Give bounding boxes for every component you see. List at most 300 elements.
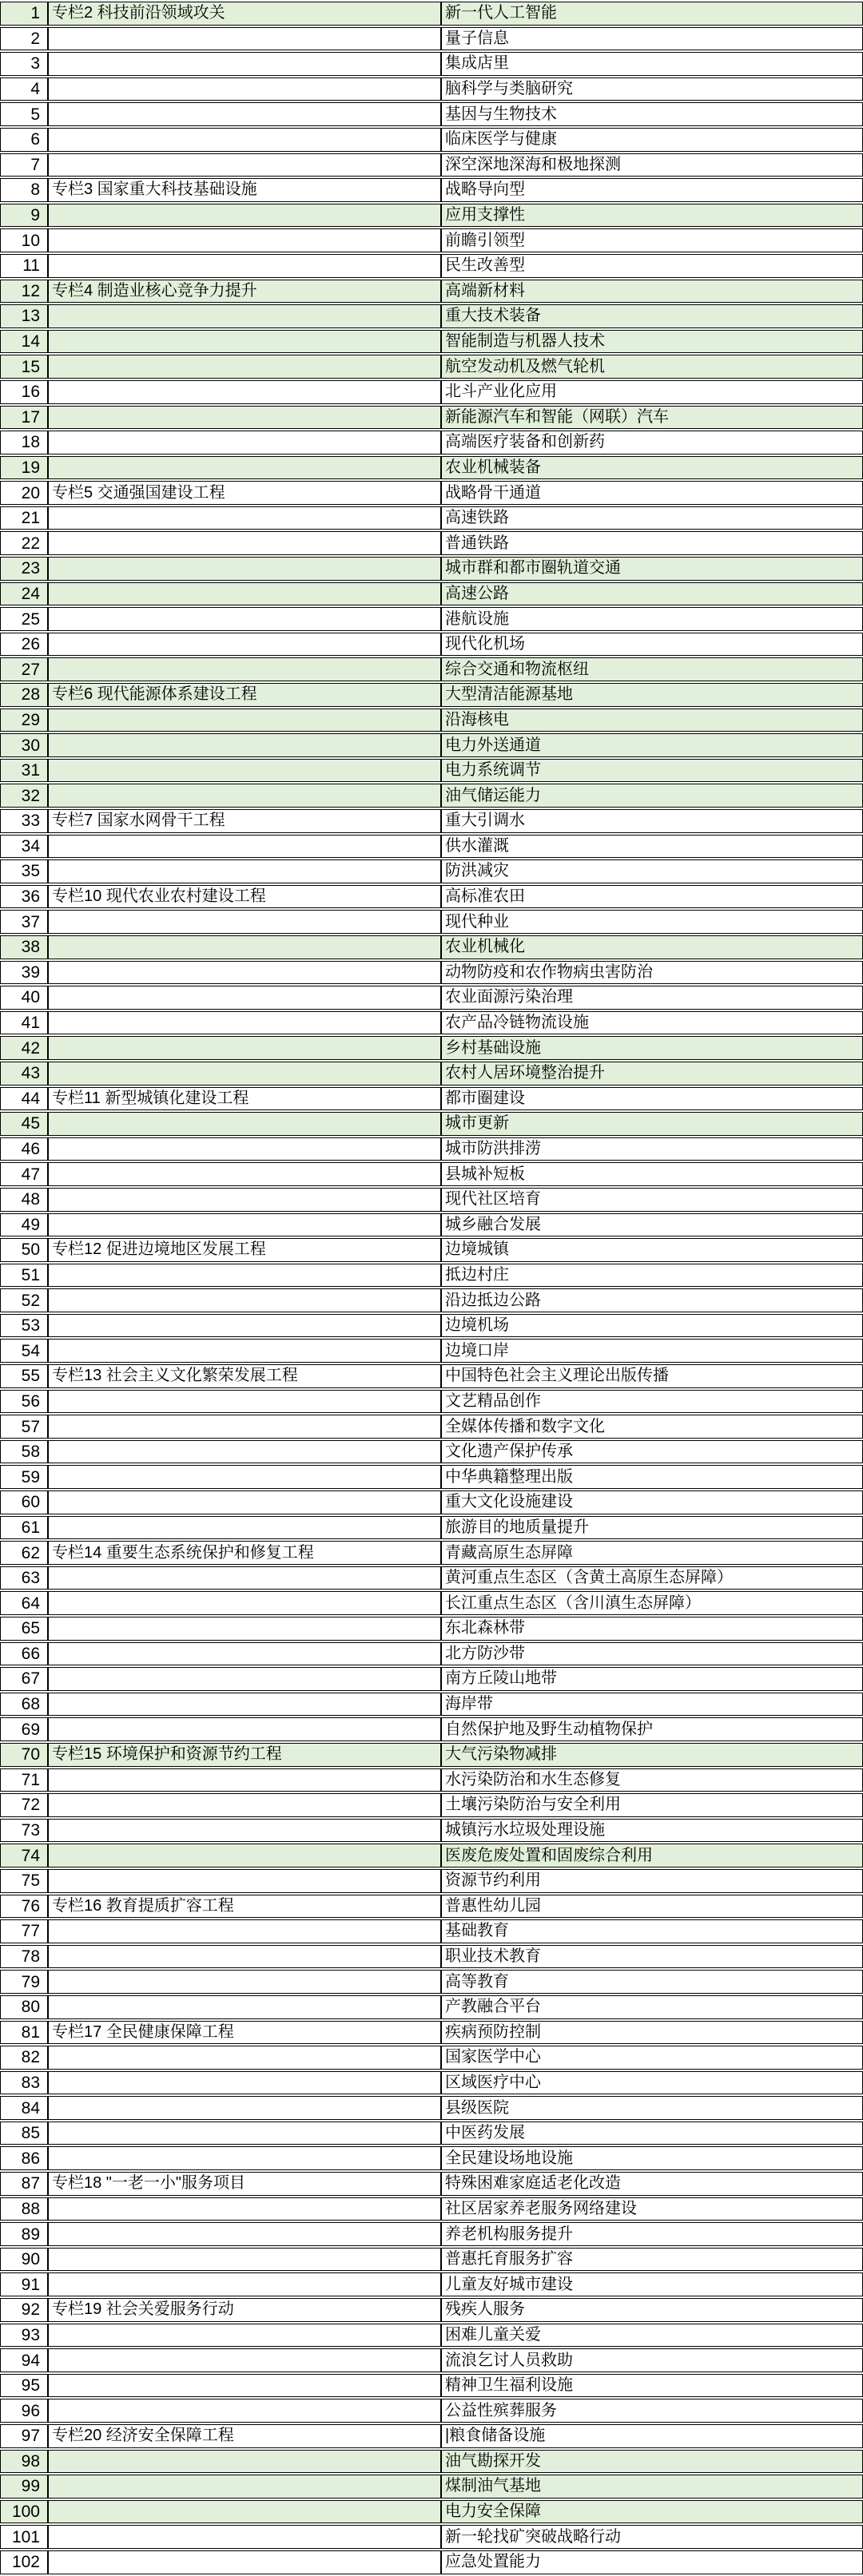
category-cell[interactable] [48, 1819, 441, 1843]
category-cell[interactable] [48, 1768, 441, 1792]
category-cell[interactable] [48, 1213, 441, 1237]
item-cell[interactable]: 城市更新 [441, 1112, 863, 1136]
row-number-cell[interactable]: 77 [0, 1919, 48, 1943]
item-cell[interactable]: 东北森林带 [441, 1617, 863, 1641]
item-cell[interactable]: 高标准农田 [441, 885, 863, 909]
row-number-cell[interactable]: 1 [0, 2, 48, 26]
item-cell[interactable]: 旅游目的地质量提升 [441, 1516, 863, 1540]
category-cell[interactable] [48, 1390, 441, 1414]
item-cell[interactable]: 电力外送通道 [441, 733, 863, 757]
item-cell[interactable]: 农业机械装备 [441, 456, 863, 480]
item-cell[interactable]: 流浪乞讨人员救助 [441, 2348, 863, 2372]
row-number-cell[interactable]: 3 [0, 52, 48, 76]
item-cell[interactable]: 边境机场 [441, 1314, 863, 1338]
row-number-cell[interactable]: 70 [0, 1743, 48, 1767]
item-cell[interactable]: 城镇污水垃圾处理设施 [441, 1819, 863, 1843]
row-number-cell[interactable]: 48 [0, 1188, 48, 1212]
item-cell[interactable]: 医废危废处置和固废综合利用 [441, 1844, 863, 1868]
item-cell[interactable]: 应急处置能力 [441, 2550, 863, 2574]
row-number-cell[interactable]: 50 [0, 1238, 48, 1262]
item-cell[interactable]: 资源节约利用 [441, 1869, 863, 1893]
category-cell[interactable]: 专栏6 现代能源体系建设工程 [48, 683, 441, 707]
category-cell[interactable] [48, 2071, 441, 2095]
category-cell[interactable] [48, 2399, 441, 2423]
row-number-cell[interactable]: 8 [0, 178, 48, 202]
category-cell[interactable] [48, 102, 441, 126]
row-number-cell[interactable]: 54 [0, 1339, 48, 1363]
item-cell[interactable]: 深空深地深海和极地探测 [441, 153, 863, 177]
category-cell[interactable] [48, 2122, 441, 2145]
row-number-cell[interactable]: 15 [0, 355, 48, 379]
category-cell[interactable] [48, 355, 441, 379]
row-number-cell[interactable]: 75 [0, 1869, 48, 1893]
row-number-cell[interactable]: 46 [0, 1137, 48, 1161]
category-cell[interactable]: 专栏17 全民健康保障工程 [48, 2021, 441, 2045]
row-number-cell[interactable]: 69 [0, 1717, 48, 1741]
item-cell[interactable]: 南方丘陵山地带 [441, 1667, 863, 1691]
row-number-cell[interactable]: 7 [0, 153, 48, 177]
row-number-cell[interactable]: 44 [0, 1087, 48, 1111]
item-cell[interactable]: 基础教育 [441, 1919, 863, 1943]
row-number-cell[interactable]: 99 [0, 2475, 48, 2499]
row-number-cell[interactable]: 86 [0, 2146, 48, 2170]
row-number-cell[interactable]: 28 [0, 683, 48, 707]
item-cell[interactable]: 重大引调水 [441, 809, 863, 833]
category-cell[interactable] [48, 1693, 441, 1717]
category-cell[interactable]: 专栏11 新型城镇化建设工程 [48, 1087, 441, 1111]
row-number-cell[interactable]: 76 [0, 1895, 48, 1919]
row-number-cell[interactable]: 88 [0, 2197, 48, 2221]
item-cell[interactable]: 现代社区培育 [441, 1188, 863, 1212]
category-cell[interactable] [48, 380, 441, 404]
category-cell[interactable] [48, 1667, 441, 1691]
row-number-cell[interactable]: 5 [0, 102, 48, 126]
category-cell[interactable]: 专栏18 "一老一小"服务项目 [48, 2172, 441, 2196]
item-cell[interactable]: 北方防沙带 [441, 1642, 863, 1666]
item-cell[interactable]: 青藏高原生态屏障 [441, 1541, 863, 1565]
category-cell[interactable] [48, 784, 441, 808]
item-cell[interactable]: 全民建设场地设施 [441, 2146, 863, 2170]
category-cell[interactable] [48, 1339, 441, 1363]
item-cell[interactable]: 抵边村庄 [441, 1264, 863, 1288]
category-cell[interactable] [48, 1945, 441, 1969]
row-number-cell[interactable]: 100 [0, 2500, 48, 2524]
item-cell[interactable]: 城乡融合发展 [441, 1213, 863, 1237]
category-cell[interactable] [48, 1919, 441, 1943]
item-cell[interactable]: 港航设施 [441, 607, 863, 631]
item-cell[interactable]: 动物防疫和农作物病虫害防治 [441, 961, 863, 985]
category-cell[interactable] [48, 708, 441, 732]
row-number-cell[interactable]: 78 [0, 1945, 48, 1969]
item-cell[interactable]: 大气污染物减排 [441, 1743, 863, 1767]
row-number-cell[interactable]: 96 [0, 2399, 48, 2423]
item-cell[interactable]: 前瞻引领型 [441, 228, 863, 252]
item-cell[interactable]: 都市圈建设 [441, 1087, 863, 1111]
row-number-cell[interactable]: 18 [0, 431, 48, 454]
row-number-cell[interactable]: 9 [0, 204, 48, 228]
category-cell[interactable]: 专栏15 环境保护和资源节约工程 [48, 1743, 441, 1767]
row-number-cell[interactable]: 73 [0, 1819, 48, 1843]
item-cell[interactable]: 自然保护地及野生动植物保护 [441, 1717, 863, 1741]
item-cell[interactable]: 量子信息 [441, 27, 863, 51]
row-number-cell[interactable]: 25 [0, 607, 48, 631]
category-cell[interactable] [48, 1011, 441, 1035]
item-cell[interactable]: 边境口岸 [441, 1339, 863, 1363]
row-number-cell[interactable]: 55 [0, 1364, 48, 1388]
item-cell[interactable]: 高端医疗装备和创新药 [441, 431, 863, 454]
row-number-cell[interactable]: 47 [0, 1162, 48, 1186]
item-cell[interactable]: 文艺精品创作 [441, 1390, 863, 1414]
category-cell[interactable] [48, 859, 441, 883]
category-cell[interactable] [48, 27, 441, 51]
category-cell[interactable] [48, 1440, 441, 1464]
category-cell[interactable] [48, 531, 441, 555]
item-cell[interactable]: 综合交通和物流枢纽 [441, 657, 863, 681]
row-number-cell[interactable]: 35 [0, 859, 48, 883]
row-number-cell[interactable]: 51 [0, 1264, 48, 1288]
category-cell[interactable] [48, 1264, 441, 1288]
category-cell[interactable]: 专栏16 教育提质扩容工程 [48, 1895, 441, 1919]
item-cell[interactable]: 集成店里 [441, 52, 863, 76]
row-number-cell[interactable]: 38 [0, 935, 48, 959]
row-number-cell[interactable]: 65 [0, 1617, 48, 1641]
item-cell[interactable]: 电力系统调节 [441, 759, 863, 783]
item-cell[interactable]: 油气储运能力 [441, 784, 863, 808]
category-cell[interactable]: 专栏3 国家重大科技基础设施 [48, 178, 441, 202]
item-cell[interactable]: 农村人居环境整治提升 [441, 1062, 863, 1086]
item-cell[interactable]: 残疾人服务 [441, 2298, 863, 2322]
row-number-cell[interactable]: 13 [0, 304, 48, 328]
row-number-cell[interactable]: 98 [0, 2450, 48, 2474]
category-cell[interactable] [48, 1516, 441, 1540]
category-cell[interactable] [48, 1617, 441, 1641]
category-cell[interactable]: 专栏2 科技前沿领域攻关 [48, 2, 441, 26]
category-cell[interactable] [48, 1112, 441, 1136]
row-number-cell[interactable]: 68 [0, 1693, 48, 1717]
category-cell[interactable]: 专栏19 社会关爱服务行动 [48, 2298, 441, 2322]
category-cell[interactable] [48, 1188, 441, 1212]
row-number-cell[interactable]: 29 [0, 708, 48, 732]
row-number-cell[interactable]: 85 [0, 2122, 48, 2145]
row-number-cell[interactable]: 40 [0, 986, 48, 1010]
category-cell[interactable] [48, 557, 441, 581]
item-cell[interactable]: 重大文化设施建设 [441, 1490, 863, 1514]
item-cell[interactable]: 乡村基础设施 [441, 1036, 863, 1060]
row-number-cell[interactable]: 97 [0, 2424, 48, 2448]
item-cell[interactable]: 城市防洪排涝 [441, 1137, 863, 1161]
item-cell[interactable]: 脑科学与类脑研究 [441, 77, 863, 101]
item-cell[interactable]: 防洪减灾 [441, 859, 863, 883]
item-cell[interactable]: 大型清洁能源基地 [441, 683, 863, 707]
item-cell[interactable]: 智能制造与机器人技术 [441, 330, 863, 354]
category-cell[interactable] [48, 1162, 441, 1186]
row-number-cell[interactable]: 83 [0, 2071, 48, 2095]
item-cell[interactable]: 普通铁路 [441, 531, 863, 555]
row-number-cell[interactable]: 41 [0, 1011, 48, 1035]
item-cell[interactable]: 中国特色社会主义理论出版传播 [441, 1364, 863, 1388]
category-cell[interactable] [48, 128, 441, 152]
category-cell[interactable] [48, 1288, 441, 1312]
item-cell[interactable]: 重大技术装备 [441, 304, 863, 328]
row-number-cell[interactable]: 95 [0, 2374, 48, 2398]
item-cell[interactable]: 航空发动机及燃气轮机 [441, 355, 863, 379]
item-cell[interactable]: 民生改善型 [441, 254, 863, 278]
item-cell[interactable]: 县级医院 [441, 2096, 863, 2120]
category-cell[interactable] [48, 1490, 441, 1514]
row-number-cell[interactable]: 84 [0, 2096, 48, 2120]
row-number-cell[interactable]: 2 [0, 27, 48, 51]
row-number-cell[interactable]: 6 [0, 128, 48, 152]
item-cell[interactable]: 高端新材料 [441, 280, 863, 304]
category-cell[interactable] [48, 2096, 441, 2120]
row-number-cell[interactable]: 81 [0, 2021, 48, 2045]
item-cell[interactable]: 油气勘探开发 [441, 2450, 863, 2474]
row-number-cell[interactable]: 67 [0, 1667, 48, 1691]
category-cell[interactable] [48, 1642, 441, 1666]
row-number-cell[interactable]: 56 [0, 1390, 48, 1414]
row-number-cell[interactable]: 82 [0, 2046, 48, 2070]
row-number-cell[interactable]: 33 [0, 809, 48, 833]
category-cell[interactable] [48, 228, 441, 252]
category-cell[interactable] [48, 1793, 441, 1817]
row-number-cell[interactable]: 53 [0, 1314, 48, 1338]
category-cell[interactable] [48, 52, 441, 76]
category-cell[interactable]: 专栏13 社会主义文化繁荣发展工程 [48, 1364, 441, 1388]
category-cell[interactable] [48, 2248, 441, 2272]
item-cell[interactable]: 文化遗产保护传承 [441, 1440, 863, 1464]
row-number-cell[interactable]: 89 [0, 2222, 48, 2246]
item-cell[interactable]: 北斗产业化应用 [441, 380, 863, 404]
item-cell[interactable]: 煤制油气基地 [441, 2475, 863, 2499]
category-cell[interactable]: 专栏5 交通强国建设工程 [48, 481, 441, 505]
item-cell[interactable]: 应用支撑性 [441, 204, 863, 228]
category-cell[interactable] [48, 2222, 441, 2246]
category-cell[interactable] [48, 2525, 441, 2549]
category-cell[interactable]: 专栏7 国家水网骨干工程 [48, 809, 441, 833]
category-cell[interactable] [48, 961, 441, 985]
category-cell[interactable] [48, 1415, 441, 1439]
category-cell[interactable] [48, 1062, 441, 1086]
item-cell[interactable]: 县城补短板 [441, 1162, 863, 1186]
item-cell[interactable]: 儿童友好城市建设 [441, 2272, 863, 2296]
item-cell[interactable]: 边境城镇 [441, 1238, 863, 1262]
category-cell[interactable] [48, 835, 441, 859]
row-number-cell[interactable]: 39 [0, 961, 48, 985]
row-number-cell[interactable]: 102 [0, 2550, 48, 2574]
item-cell[interactable]: 临床医学与健康 [441, 128, 863, 152]
item-cell[interactable]: 全媒体传播和数字文化 [441, 1415, 863, 1439]
row-number-cell[interactable]: 57 [0, 1415, 48, 1439]
row-number-cell[interactable]: 36 [0, 885, 48, 909]
category-cell[interactable] [48, 1995, 441, 2019]
row-number-cell[interactable]: 20 [0, 481, 48, 505]
row-number-cell[interactable]: 21 [0, 506, 48, 530]
item-cell[interactable]: 职业技术教育 [441, 1945, 863, 1969]
row-number-cell[interactable]: 27 [0, 657, 48, 681]
category-cell[interactable] [48, 1314, 441, 1338]
item-cell[interactable]: 公益性殡葬服务 [441, 2399, 863, 2423]
item-cell[interactable]: 城市群和都市圈轨道交通 [441, 557, 863, 581]
item-cell[interactable]: 疾病预防控制 [441, 2021, 863, 2045]
row-number-cell[interactable]: 59 [0, 1465, 48, 1489]
item-cell[interactable]: 特殊困难家庭适老化改造 [441, 2172, 863, 2196]
row-number-cell[interactable]: 61 [0, 1516, 48, 1540]
item-cell[interactable]: 新一代人工智能 [441, 2, 863, 26]
row-number-cell[interactable]: 71 [0, 1768, 48, 1792]
category-cell[interactable] [48, 2272, 441, 2296]
row-number-cell[interactable]: 32 [0, 784, 48, 808]
category-cell[interactable] [48, 1844, 441, 1868]
category-cell[interactable] [48, 2046, 441, 2070]
item-cell[interactable]: 高速公路 [441, 582, 863, 606]
row-number-cell[interactable]: 24 [0, 582, 48, 606]
item-cell[interactable]: 普惠性幼儿园 [441, 1895, 863, 1919]
row-number-cell[interactable]: 74 [0, 1844, 48, 1868]
category-cell[interactable] [48, 2450, 441, 2474]
row-number-cell[interactable]: 79 [0, 1970, 48, 1994]
item-cell[interactable]: 新一轮找矿突破战略行动 [441, 2525, 863, 2549]
row-number-cell[interactable]: 31 [0, 759, 48, 783]
category-cell[interactable] [48, 1591, 441, 1615]
row-number-cell[interactable]: 10 [0, 228, 48, 252]
item-cell[interactable]: 农产品冷链物流设施 [441, 1011, 863, 1035]
category-cell[interactable] [48, 1465, 441, 1489]
category-cell[interactable] [48, 2197, 441, 2221]
category-cell[interactable] [48, 1970, 441, 1994]
category-cell[interactable] [48, 1717, 441, 1741]
category-cell[interactable] [48, 330, 441, 354]
item-cell[interactable]: 沿海核电 [441, 708, 863, 732]
item-cell[interactable]: 现代化机场 [441, 633, 863, 657]
row-number-cell[interactable]: 66 [0, 1642, 48, 1666]
row-number-cell[interactable]: 22 [0, 531, 48, 555]
category-cell[interactable] [48, 986, 441, 1010]
category-cell[interactable] [48, 254, 441, 278]
row-number-cell[interactable]: 43 [0, 1062, 48, 1086]
category-cell[interactable] [48, 1036, 441, 1060]
row-number-cell[interactable]: 12 [0, 280, 48, 304]
row-number-cell[interactable]: 23 [0, 557, 48, 581]
item-cell[interactable]: 战略导向型 [441, 178, 863, 202]
category-cell[interactable] [48, 935, 441, 959]
item-cell[interactable]: 水污染防治和水生态修复 [441, 1768, 863, 1792]
row-number-cell[interactable]: 72 [0, 1793, 48, 1817]
category-cell[interactable] [48, 607, 441, 631]
item-cell[interactable]: 社区居家养老服务网络建设 [441, 2197, 863, 2221]
category-cell[interactable] [48, 456, 441, 480]
row-number-cell[interactable]: 49 [0, 1213, 48, 1237]
category-cell[interactable] [48, 304, 441, 328]
category-cell[interactable] [48, 1566, 441, 1590]
item-cell[interactable]: 国家医学中心 [441, 2046, 863, 2070]
category-cell[interactable] [48, 153, 441, 177]
category-cell[interactable] [48, 2500, 441, 2524]
item-cell[interactable]: 新能源汽车和智能（网联）汽车 [441, 406, 863, 430]
row-number-cell[interactable]: 11 [0, 254, 48, 278]
row-number-cell[interactable]: 19 [0, 456, 48, 480]
category-cell[interactable] [48, 633, 441, 657]
category-cell[interactable] [48, 910, 441, 934]
category-cell[interactable] [48, 2348, 441, 2372]
row-number-cell[interactable]: 64 [0, 1591, 48, 1615]
item-cell[interactable]: 区域医疗中心 [441, 2071, 863, 2095]
category-cell[interactable]: 专栏12 促进边境地区发展工程 [48, 1238, 441, 1262]
row-number-cell[interactable]: 4 [0, 77, 48, 101]
row-number-cell[interactable]: 87 [0, 2172, 48, 2196]
category-cell[interactable]: 专栏14 重要生态系统保护和修复工程 [48, 1541, 441, 1565]
row-number-cell[interactable]: 30 [0, 733, 48, 757]
row-number-cell[interactable]: 37 [0, 910, 48, 934]
item-cell[interactable]: 供水灌溉 [441, 835, 863, 859]
row-number-cell[interactable]: 92 [0, 2298, 48, 2322]
category-cell[interactable] [48, 657, 441, 681]
item-cell[interactable]: 农业机械化 [441, 935, 863, 959]
row-number-cell[interactable]: 17 [0, 406, 48, 430]
item-cell[interactable]: 现代种业 [441, 910, 863, 934]
row-number-cell[interactable]: 62 [0, 1541, 48, 1565]
item-cell[interactable]: 中医药发展 [441, 2122, 863, 2145]
category-cell[interactable] [48, 77, 441, 101]
item-cell[interactable]: 精神卫生福利设施 [441, 2374, 863, 2398]
category-cell[interactable]: 专栏20 经济安全保障工程 [48, 2424, 441, 2448]
item-cell[interactable]: |粮食储备设施 [441, 2424, 863, 2448]
item-cell[interactable]: 困难儿童关爱 [441, 2324, 863, 2348]
row-number-cell[interactable]: 26 [0, 633, 48, 657]
row-number-cell[interactable]: 58 [0, 1440, 48, 1464]
item-cell[interactable]: 农业面源污染治理 [441, 986, 863, 1010]
category-cell[interactable] [48, 506, 441, 530]
category-cell[interactable] [48, 2146, 441, 2170]
item-cell[interactable]: 产教融合平台 [441, 1995, 863, 2019]
category-cell[interactable] [48, 2550, 441, 2574]
item-cell[interactable]: 普惠托育服务扩容 [441, 2248, 863, 2272]
category-cell[interactable] [48, 2475, 441, 2499]
item-cell[interactable]: 高等教育 [441, 1970, 863, 1994]
row-number-cell[interactable]: 80 [0, 1995, 48, 2019]
category-cell[interactable]: 专栏10 现代农业农村建设工程 [48, 885, 441, 909]
row-number-cell[interactable]: 63 [0, 1566, 48, 1590]
item-cell[interactable]: 黄河重点生态区（含黄土高原生态屏障） [441, 1566, 863, 1590]
category-cell[interactable] [48, 582, 441, 606]
row-number-cell[interactable]: 90 [0, 2248, 48, 2272]
item-cell[interactable]: 中华典籍整理出版 [441, 1465, 863, 1489]
row-number-cell[interactable]: 52 [0, 1288, 48, 1312]
row-number-cell[interactable]: 45 [0, 1112, 48, 1136]
row-number-cell[interactable]: 14 [0, 330, 48, 354]
item-cell[interactable]: 战略骨干通道 [441, 481, 863, 505]
item-cell[interactable]: 土壤污染防治与安全利用 [441, 1793, 863, 1817]
row-number-cell[interactable]: 91 [0, 2272, 48, 2296]
category-cell[interactable] [48, 431, 441, 454]
category-cell[interactable] [48, 204, 441, 228]
category-cell[interactable] [48, 733, 441, 757]
item-cell[interactable]: 沿边抵边公路 [441, 1288, 863, 1312]
category-cell[interactable] [48, 2374, 441, 2398]
row-number-cell[interactable]: 94 [0, 2348, 48, 2372]
item-cell[interactable]: 海岸带 [441, 1693, 863, 1717]
row-number-cell[interactable]: 93 [0, 2324, 48, 2348]
item-cell[interactable]: 长江重点生态区（含川滇生态屏障） [441, 1591, 863, 1615]
row-number-cell[interactable]: 60 [0, 1490, 48, 1514]
item-cell[interactable]: 高速铁路 [441, 506, 863, 530]
category-cell[interactable] [48, 2324, 441, 2348]
row-number-cell[interactable]: 34 [0, 835, 48, 859]
category-cell[interactable]: 专栏4 制造业核心竞争力提升 [48, 280, 441, 304]
row-number-cell[interactable]: 42 [0, 1036, 48, 1060]
item-cell[interactable]: 电力安全保障 [441, 2500, 863, 2524]
category-cell[interactable] [48, 759, 441, 783]
row-number-cell[interactable]: 16 [0, 380, 48, 404]
